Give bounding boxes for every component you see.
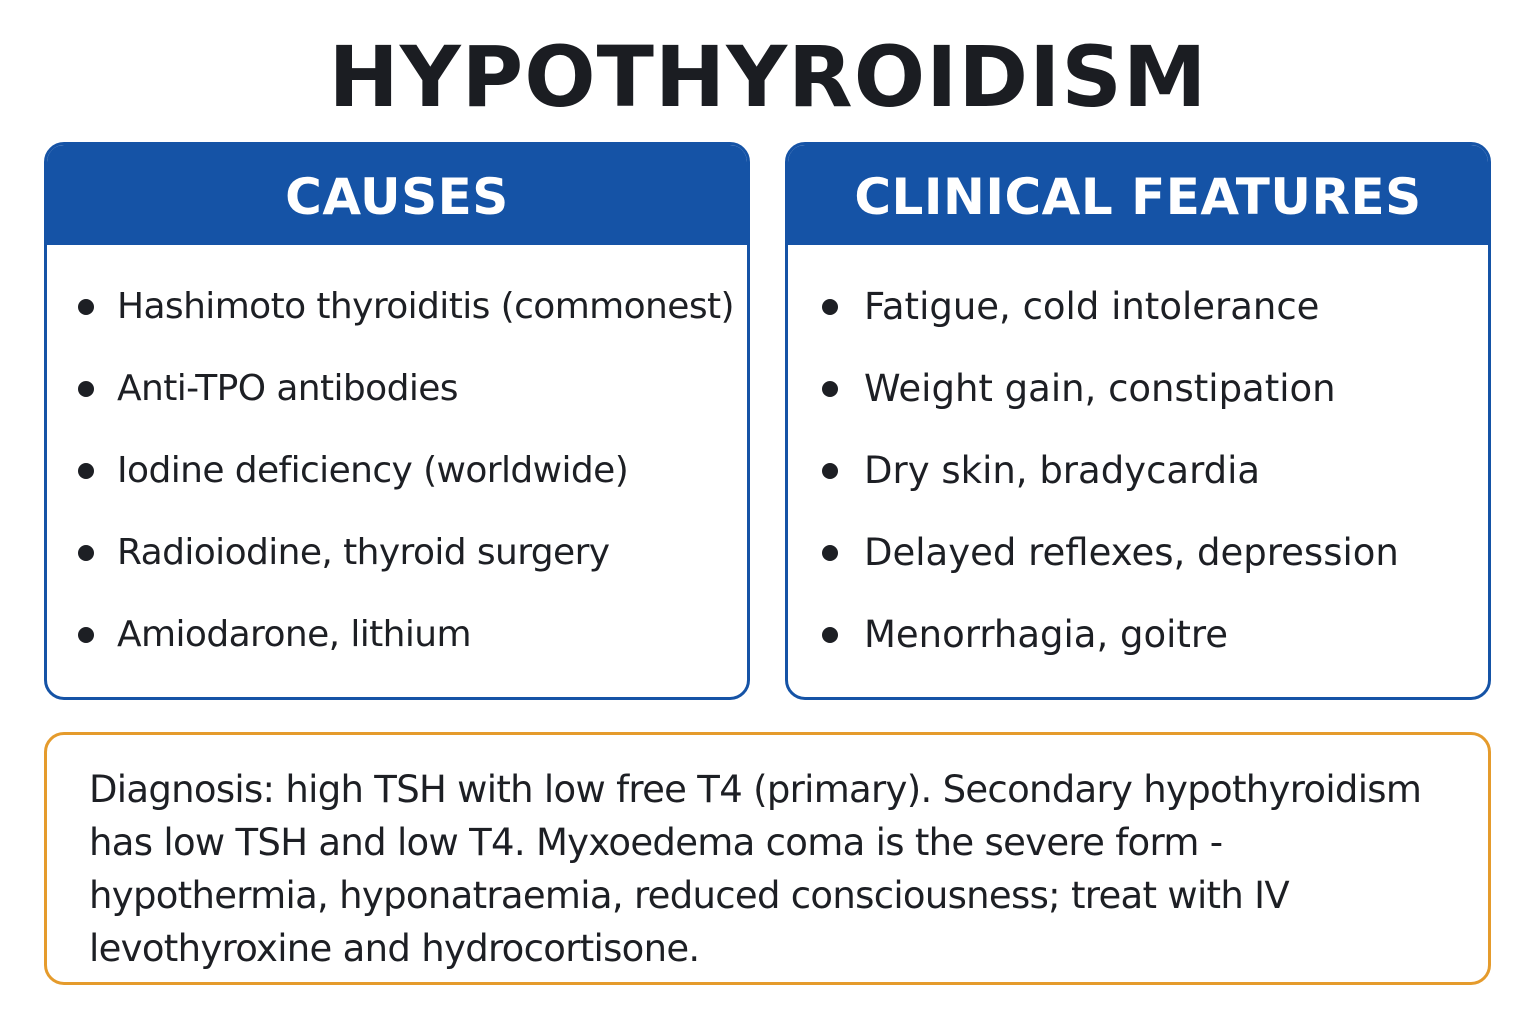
bullet-icon [822, 299, 838, 315]
list-item-text: Anti-TPO antibodies [117, 368, 458, 409]
bullet-icon [822, 381, 838, 397]
list-item [47, 367, 747, 449]
list-item-text: Hashimoto thyroiditis (commonest) [117, 286, 734, 327]
bullet-icon [822, 463, 838, 479]
list-item-text: Delayed reflexes, depression [864, 531, 1399, 574]
causes-panel [44, 142, 750, 700]
clinical-features-panel [785, 142, 1491, 700]
list-item-text: Fatigue, cold intolerance [864, 285, 1320, 328]
causes-heading: CAUSES [47, 145, 747, 245]
clinical-features-heading: CLINICAL FEATURES [788, 145, 1488, 245]
bullet-icon [78, 381, 94, 397]
list-item [788, 613, 1488, 695]
list-item [47, 613, 747, 695]
bullet-icon [78, 545, 94, 561]
list-item [788, 531, 1488, 613]
diagnosis-note-box [44, 732, 1491, 985]
list-item [47, 531, 747, 613]
bullet-icon [822, 545, 838, 561]
list-item-text: Iodine deficiency (worldwide) [117, 450, 629, 491]
list-item [47, 285, 747, 367]
list-item-text: Menorrhagia, goitre [864, 613, 1229, 656]
list-item-text: Radioiodine, thyroid surgery [117, 532, 610, 573]
clinical-features-list [788, 245, 1488, 695]
bullet-icon [822, 627, 838, 643]
list-item-text: Dry skin, bradycardia [864, 449, 1261, 492]
list-item [788, 449, 1488, 531]
page-title: HYPOTHYROIDISM [328, 28, 1208, 126]
bullet-icon [78, 627, 94, 643]
list-item [788, 367, 1488, 449]
list-item [788, 285, 1488, 367]
list-item-text: Weight gain, constipation [864, 367, 1336, 410]
list-item [47, 449, 747, 531]
bullet-icon [78, 463, 94, 479]
list-item-text: Amiodarone, lithium [117, 614, 471, 655]
diagnosis-note-text: Diagnosis: high TSH with low free T4 (primary). Secondary hypothyroidism has low TSH and low T4. Myxoedema coma is the severe form - hypothermia, hyponatraemia, reduced consciousness; treat with IV levothyroxine and hydrocortisone. [89, 768, 1422, 970]
causes-list [47, 245, 747, 695]
bullet-icon [78, 299, 94, 315]
